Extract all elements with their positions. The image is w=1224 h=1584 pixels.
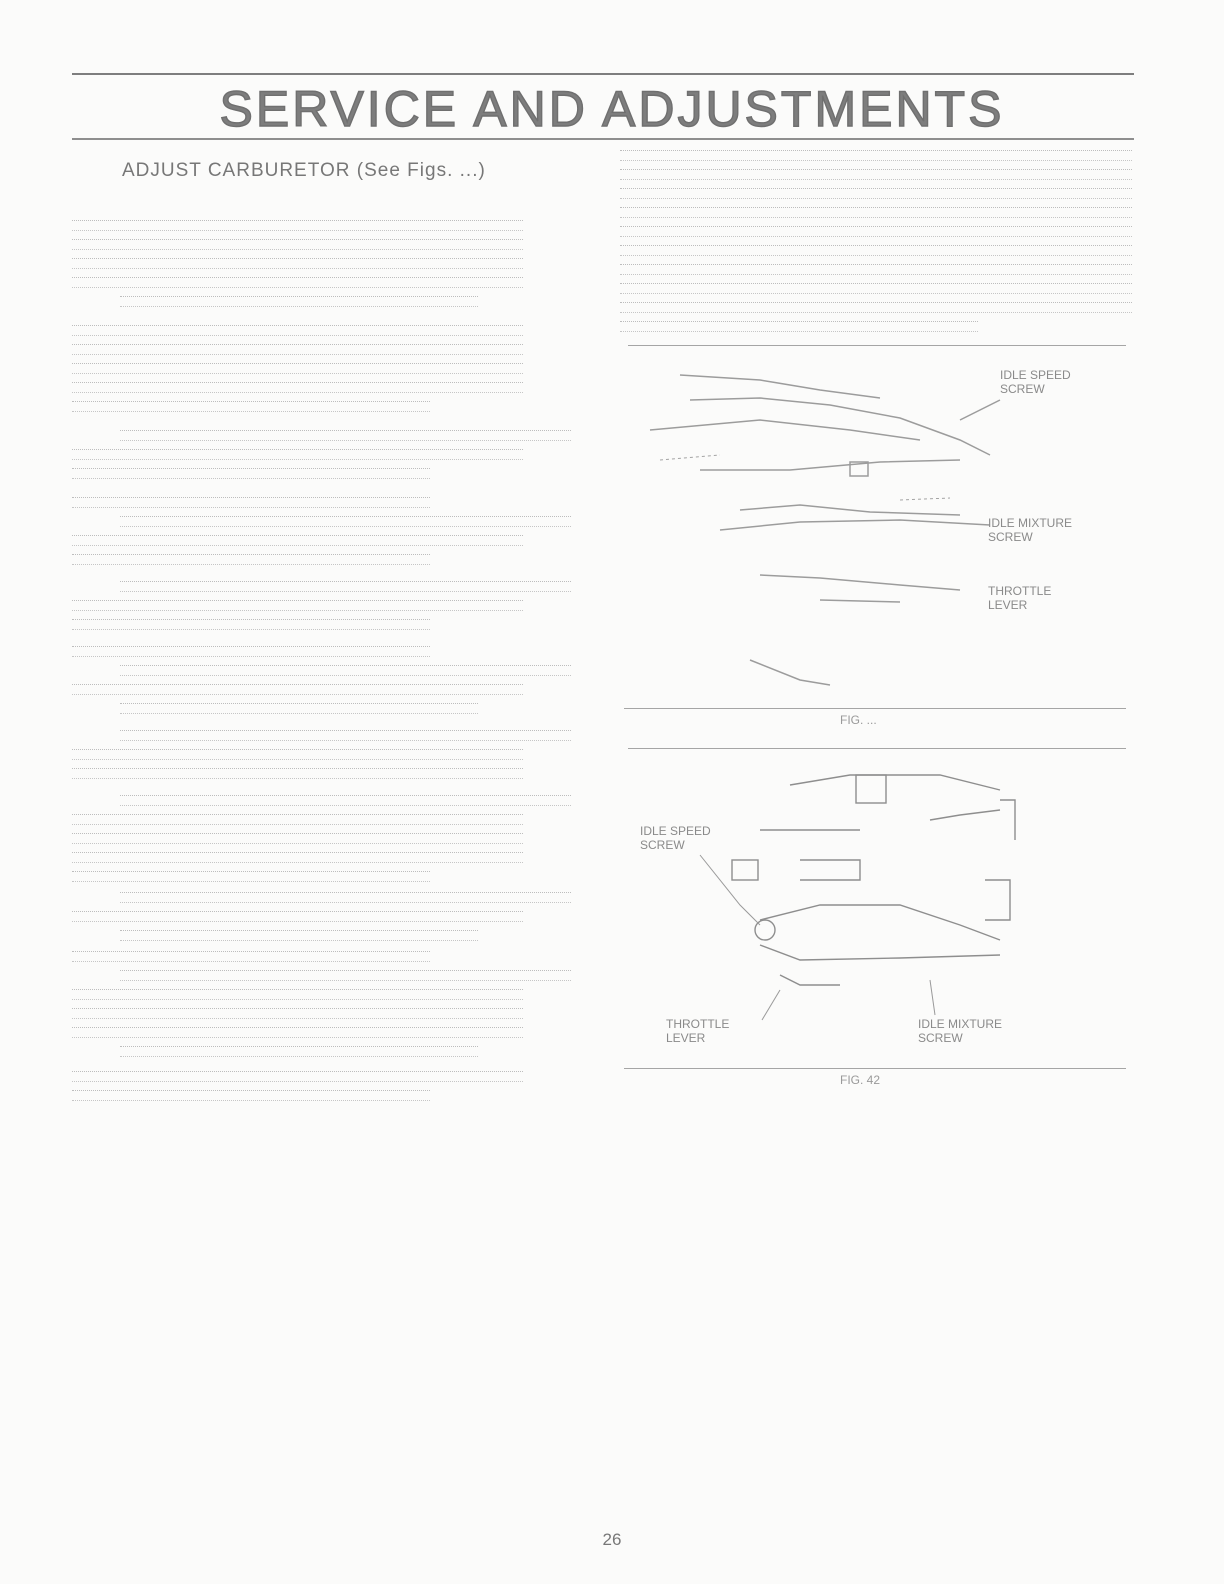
fig-top-caption: FIG. ... <box>840 713 877 727</box>
important-notice <box>620 150 1132 332</box>
fig-top-label-idle-mixture: IDLE MIXTURE SCREW <box>988 516 1073 544</box>
fig-bottom-label-idle-mixture: IDLE MIXTURE SCREW <box>918 1017 1003 1045</box>
section-heading: ADJUST CARBURETOR (See Figs. ...) <box>122 160 486 181</box>
right-column <box>620 150 1132 340</box>
intro-paragraph <box>72 220 584 307</box>
steps-block <box>72 497 584 1057</box>
closing-paragraph <box>72 1071 584 1101</box>
top-rule <box>72 73 1134 75</box>
page-title: SERVICE AND ADJUSTMENTS <box>219 81 1005 137</box>
fig-bottom-label-idle-speed: IDLE SPEED SCREW <box>640 824 711 852</box>
figure-top-rule <box>628 345 1126 346</box>
figure-bottom-bottom-rule <box>624 1068 1126 1069</box>
fig-bottom-caption: FIG. 42 <box>840 1073 881 1087</box>
caution-paragraph <box>72 430 584 479</box>
page-number: 26 <box>602 1530 622 1549</box>
fig-top-label-idle-speed: IDLE SPEED SCREW <box>1000 368 1071 396</box>
fig-top-label-throttle: THROTTLE LEVER <box>988 584 1052 612</box>
figure-top-bottom-rule <box>624 708 1126 709</box>
title-underline <box>72 138 1134 140</box>
figure-bottom-rule <box>628 748 1126 749</box>
left-column <box>72 160 584 1109</box>
general-paragraph <box>72 325 584 412</box>
fig-bottom-label-throttle: THROTTLE LEVER <box>666 1017 730 1045</box>
